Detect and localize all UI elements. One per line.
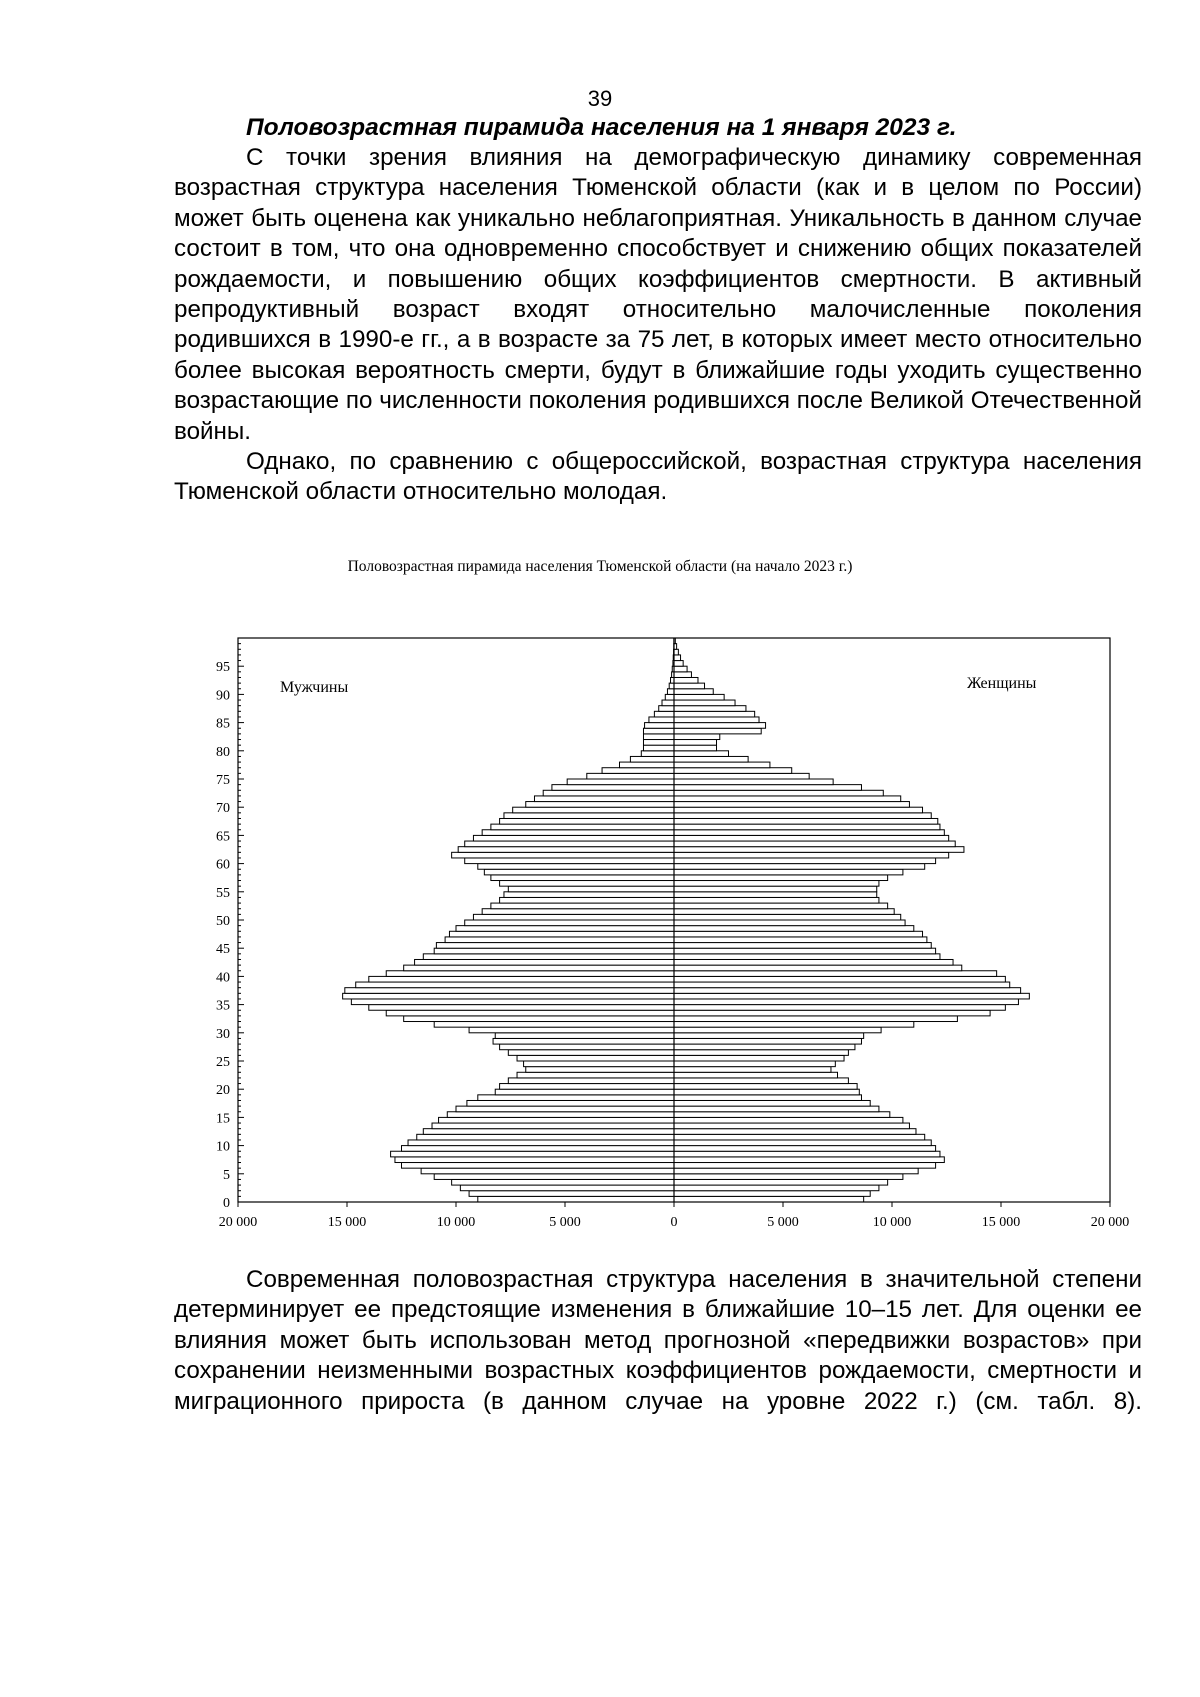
bar-women-age-3 bbox=[674, 1179, 888, 1185]
bar-men-age-11 bbox=[417, 1134, 674, 1140]
bar-men-age-52 bbox=[491, 903, 674, 909]
bar-women-age-53 bbox=[674, 897, 879, 903]
bar-women-age-87 bbox=[674, 706, 746, 712]
bar-men-age-24 bbox=[524, 1061, 674, 1067]
body-text-bottom bbox=[174, 1265, 1142, 1417]
bar-women-age-49 bbox=[674, 920, 905, 926]
y-tick-label: 95 bbox=[216, 660, 230, 676]
y-tick-label: 70 bbox=[216, 801, 230, 817]
bar-women-age-64 bbox=[674, 835, 949, 841]
bar-men-age-56 bbox=[500, 881, 674, 887]
bar-women-age-77 bbox=[674, 762, 770, 768]
bar-women-age-18 bbox=[674, 1095, 861, 1101]
bar-women-age-88 bbox=[674, 700, 735, 706]
bar-men-age-81 bbox=[643, 740, 674, 746]
bar-women-age-66 bbox=[674, 824, 940, 830]
bar-women-age-89 bbox=[674, 694, 724, 700]
bar-men-age-37 bbox=[345, 988, 674, 994]
bar-men-age-50 bbox=[473, 914, 674, 920]
bar-women-age-90 bbox=[674, 689, 713, 695]
legend-men: Мужчины bbox=[280, 679, 349, 696]
bar-men-age-10 bbox=[408, 1140, 674, 1146]
bar-women-age-56 bbox=[674, 881, 879, 887]
bar-women-age-32 bbox=[674, 1016, 957, 1022]
y-tick-label: 45 bbox=[216, 942, 230, 958]
bar-men-age-64 bbox=[473, 835, 674, 841]
bar-women-age-83 bbox=[674, 728, 761, 734]
bar-women-age-60 bbox=[674, 858, 936, 864]
bar-women-age-79 bbox=[674, 751, 729, 757]
x-tick-label: 5 000 bbox=[549, 1215, 581, 1230]
bar-women-age-58 bbox=[674, 869, 903, 875]
x-tick-label: 15 000 bbox=[981, 1215, 1021, 1230]
bar-men-age-31 bbox=[434, 1022, 674, 1028]
paragraph-2: Однако, по сравнению с общероссийской, возрастная структура населения Тюменской области относительно молодая. bbox=[174, 448, 1142, 506]
bar-women-age-4 bbox=[674, 1174, 903, 1180]
bar-men-age-78 bbox=[630, 756, 674, 762]
bar-men-age-54 bbox=[504, 892, 674, 898]
bar-men-age-72 bbox=[543, 790, 674, 796]
bar-men-age-14 bbox=[439, 1117, 674, 1123]
bar-women-age-20 bbox=[674, 1084, 857, 1090]
bar-men-age-87 bbox=[659, 706, 674, 712]
bar-men-age-84 bbox=[645, 723, 674, 729]
bar-men-age-88 bbox=[662, 700, 674, 706]
bars-group bbox=[343, 638, 1030, 1202]
paragraph-1: С точки зрения влияния на демографическую динамику современная возрастная структура населения Тюменской области (как и в целом по России) может быть оценена как уникально неблагоприятная. Уникальность в данном случае состоит в том, что она одновременно способствует и снижению общих показателей рождаемости, и повышению общих коэффициентов смертности. В активный репродуктивный возраст входят относительно малочисленные поколения родившихся в 1990-е гг., а в возрасте за 75 лет, в которых имеет место относительно более высокая вероятность смерти, будут в ближайшие годы уходить существенно возрастающие по численности поколения родившихся после Великой Отечественной войны. bbox=[174, 144, 1142, 445]
bar-men-age-35 bbox=[351, 999, 674, 1005]
bar-men-age-85 bbox=[649, 717, 674, 723]
bar-women-age-15 bbox=[674, 1112, 890, 1118]
paragraph-3: Современная половозрастная структура населения в значительной степени детерминирует ее предстоящие изменения в ближайшие 10–15 лет. Для оценки ее влияния может быть использован метод прогнозной «передвижки возрастов» при сохранении неизменными возрастных коэффициентов рождаемости, смертности и миграционного прироста (в данном случае на уровне 2022 г.) (см. табл. 8). bbox=[174, 1266, 1142, 1415]
section-heading: Половозрастная пирамида населения на 1 января 2023 г. bbox=[246, 114, 957, 141]
bar-women-age-76 bbox=[674, 768, 792, 774]
bar-men-age-69 bbox=[513, 807, 674, 813]
bar-men-age-19 bbox=[495, 1089, 674, 1095]
bar-women-age-24 bbox=[674, 1061, 835, 1067]
bar-women-age-21 bbox=[674, 1078, 848, 1084]
bar-women-age-96 bbox=[674, 655, 681, 661]
bar-men-age-75 bbox=[587, 773, 674, 779]
bar-men-age-25 bbox=[517, 1055, 674, 1061]
bar-men-age-28 bbox=[493, 1038, 674, 1044]
x-tick-label: 10 000 bbox=[872, 1215, 912, 1230]
bar-women-age-23 bbox=[674, 1067, 831, 1073]
y-tick-label: 60 bbox=[216, 857, 230, 873]
bar-men-age-26 bbox=[508, 1050, 674, 1056]
bar-women-age-9 bbox=[674, 1146, 936, 1152]
bar-women-age-0 bbox=[674, 1196, 864, 1202]
bar-men-age-27 bbox=[500, 1044, 674, 1050]
bar-women-age-16 bbox=[674, 1106, 879, 1112]
bar-men-age-6 bbox=[402, 1163, 675, 1169]
y-tick-label: 15 bbox=[216, 1111, 230, 1127]
bar-men-age-68 bbox=[504, 813, 674, 819]
x-tick-label: 5 000 bbox=[767, 1215, 799, 1230]
bar-men-age-55 bbox=[508, 886, 674, 892]
bar-women-age-41 bbox=[674, 965, 962, 971]
x-tick-label: 20 000 bbox=[218, 1215, 258, 1230]
legend-women: Женщины bbox=[967, 675, 1037, 692]
bar-women-age-33 bbox=[674, 1010, 990, 1016]
y-tick-label: 20 bbox=[216, 1083, 230, 1099]
bar-men-age-44 bbox=[434, 948, 674, 954]
bar-men-age-18 bbox=[478, 1095, 674, 1101]
bar-men-age-67 bbox=[500, 818, 674, 824]
bar-women-age-74 bbox=[674, 779, 833, 785]
bar-women-age-92 bbox=[674, 677, 698, 683]
bar-men-age-12 bbox=[423, 1129, 674, 1135]
y-tick-label: 80 bbox=[216, 744, 230, 760]
bar-women-age-7 bbox=[674, 1157, 944, 1163]
bar-men-age-79 bbox=[641, 751, 674, 757]
bar-women-age-47 bbox=[674, 931, 923, 937]
bar-men-age-66 bbox=[491, 824, 674, 830]
y-tick-label: 90 bbox=[216, 688, 230, 704]
bar-men-age-45 bbox=[436, 943, 674, 949]
y-tick-label: 65 bbox=[216, 829, 230, 845]
bar-women-age-40 bbox=[674, 971, 997, 977]
bar-men-age-49 bbox=[465, 920, 674, 926]
bar-men-age-21 bbox=[508, 1078, 674, 1084]
bar-men-age-20 bbox=[500, 1084, 674, 1090]
bar-women-age-5 bbox=[674, 1168, 918, 1174]
bar-men-age-83 bbox=[643, 728, 674, 734]
bar-men-age-40 bbox=[386, 971, 674, 977]
bar-women-age-34 bbox=[674, 1005, 1005, 1011]
bar-women-age-62 bbox=[674, 847, 964, 853]
bar-men-age-46 bbox=[445, 937, 674, 943]
bar-men-age-23 bbox=[526, 1067, 674, 1073]
bar-men-age-41 bbox=[404, 965, 674, 971]
chart-title: Половозрастная пирамида населения Тюменской области (на начало 2023 г.) bbox=[347, 558, 853, 575]
bar-women-age-43 bbox=[674, 954, 940, 960]
bar-women-age-85 bbox=[674, 717, 759, 723]
bar-women-age-45 bbox=[674, 943, 931, 949]
bar-men-age-22 bbox=[517, 1072, 674, 1078]
y-tick-label: 40 bbox=[216, 970, 230, 986]
bar-women-age-48 bbox=[674, 926, 914, 932]
bar-women-age-65 bbox=[674, 830, 944, 836]
bar-men-age-33 bbox=[386, 1010, 674, 1016]
bar-women-age-59 bbox=[674, 864, 925, 870]
bar-men-age-91 bbox=[669, 683, 674, 689]
bar-women-age-91 bbox=[674, 683, 705, 689]
bar-women-age-14 bbox=[674, 1117, 903, 1123]
y-tick-label: 25 bbox=[216, 1055, 230, 1070]
bar-men-age-39 bbox=[369, 976, 674, 982]
bar-men-age-5 bbox=[421, 1168, 674, 1174]
bar-women-age-39 bbox=[674, 976, 1005, 982]
bar-women-age-93 bbox=[674, 672, 691, 678]
bar-women-age-71 bbox=[674, 796, 901, 802]
y-tick-label: 35 bbox=[216, 998, 230, 1014]
bar-women-age-28 bbox=[674, 1038, 861, 1044]
bar-men-age-15 bbox=[447, 1112, 674, 1118]
bar-women-age-25 bbox=[674, 1055, 844, 1061]
bar-men-age-9 bbox=[402, 1146, 675, 1152]
bar-men-age-77 bbox=[620, 762, 675, 768]
bar-women-age-2 bbox=[674, 1185, 879, 1191]
bar-women-age-86 bbox=[674, 711, 755, 717]
bar-women-age-31 bbox=[674, 1022, 914, 1028]
bar-men-age-42 bbox=[415, 959, 674, 965]
bar-men-age-89 bbox=[665, 694, 674, 700]
bar-women-age-73 bbox=[674, 785, 861, 791]
bar-men-age-7 bbox=[395, 1157, 674, 1163]
y-tick-label: 50 bbox=[216, 914, 230, 929]
bar-men-age-61 bbox=[452, 852, 674, 858]
bar-women-age-1 bbox=[674, 1191, 870, 1197]
bar-women-age-22 bbox=[674, 1072, 838, 1078]
y-tick-label: 10 bbox=[216, 1139, 230, 1155]
bar-men-age-30 bbox=[469, 1027, 674, 1033]
bar-women-age-35 bbox=[674, 999, 1018, 1005]
bar-women-age-51 bbox=[674, 909, 894, 915]
bar-men-age-0 bbox=[478, 1196, 674, 1202]
bar-men-age-73 bbox=[552, 785, 674, 791]
bar-women-age-13 bbox=[674, 1123, 909, 1129]
bar-women-age-81 bbox=[674, 740, 717, 746]
bar-women-age-82 bbox=[674, 734, 720, 740]
bar-men-age-70 bbox=[526, 802, 674, 808]
bar-women-age-61 bbox=[674, 852, 949, 858]
bar-women-age-46 bbox=[674, 937, 927, 943]
bar-women-age-75 bbox=[674, 773, 809, 779]
bar-women-age-19 bbox=[674, 1089, 859, 1095]
bar-women-age-8 bbox=[674, 1151, 940, 1157]
bar-men-age-36 bbox=[343, 993, 674, 999]
bar-men-age-4 bbox=[434, 1174, 674, 1180]
bar-women-age-30 bbox=[674, 1027, 881, 1033]
bar-men-age-48 bbox=[456, 926, 674, 932]
bar-women-age-72 bbox=[674, 790, 883, 796]
bar-women-age-95 bbox=[674, 661, 683, 667]
bar-women-age-37 bbox=[674, 988, 1021, 994]
bar-men-age-58 bbox=[484, 869, 674, 875]
bar-men-age-16 bbox=[456, 1106, 674, 1112]
bar-women-age-10 bbox=[674, 1140, 931, 1146]
bar-women-age-42 bbox=[674, 959, 953, 965]
bar-men-age-43 bbox=[423, 954, 674, 960]
bar-men-age-8 bbox=[391, 1151, 674, 1157]
bar-men-age-63 bbox=[465, 841, 674, 847]
bar-women-age-29 bbox=[674, 1033, 864, 1039]
bar-men-age-29 bbox=[495, 1033, 674, 1039]
bar-women-age-6 bbox=[674, 1163, 936, 1169]
bar-women-age-57 bbox=[674, 875, 888, 881]
bar-men-age-82 bbox=[643, 734, 674, 740]
bar-women-age-63 bbox=[674, 841, 955, 847]
x-tick-label: 0 bbox=[670, 1215, 678, 1230]
x-tick-label: 15 000 bbox=[327, 1215, 367, 1230]
bar-women-age-55 bbox=[674, 886, 877, 892]
bar-women-age-38 bbox=[674, 982, 1010, 988]
x-tick-label: 20 000 bbox=[1090, 1215, 1130, 1230]
bar-men-age-51 bbox=[482, 909, 674, 915]
y-tick-label: 0 bbox=[223, 1196, 230, 1211]
bar-women-age-67 bbox=[674, 818, 938, 824]
bar-women-age-70 bbox=[674, 802, 909, 808]
bar-men-age-3 bbox=[452, 1179, 674, 1185]
bar-men-age-32 bbox=[404, 1016, 674, 1022]
bar-men-age-62 bbox=[458, 847, 674, 853]
bar-men-age-71 bbox=[534, 796, 674, 802]
bar-men-age-86 bbox=[654, 711, 674, 717]
page-number: 39 bbox=[587, 86, 613, 111]
y-tick-label: 75 bbox=[216, 773, 230, 788]
bar-men-age-59 bbox=[478, 864, 674, 870]
bar-men-age-38 bbox=[356, 982, 674, 988]
bar-women-age-52 bbox=[674, 903, 888, 909]
bar-men-age-74 bbox=[567, 779, 674, 785]
bar-women-age-12 bbox=[674, 1129, 916, 1135]
x-tick-label: 10 000 bbox=[436, 1215, 476, 1230]
bar-women-age-17 bbox=[674, 1100, 870, 1106]
bar-men-age-17 bbox=[467, 1100, 674, 1106]
bar-women-age-26 bbox=[674, 1050, 848, 1056]
bar-men-age-76 bbox=[602, 768, 674, 774]
bar-men-age-65 bbox=[482, 830, 674, 836]
bar-men-age-53 bbox=[500, 897, 674, 903]
bar-women-age-50 bbox=[674, 914, 901, 920]
bar-women-age-80 bbox=[674, 745, 717, 751]
bar-women-age-44 bbox=[674, 948, 936, 954]
bar-women-age-27 bbox=[674, 1044, 855, 1050]
bar-women-age-94 bbox=[674, 666, 687, 672]
bar-women-age-78 bbox=[674, 756, 748, 762]
bar-men-age-60 bbox=[465, 858, 674, 864]
bar-women-age-11 bbox=[674, 1134, 925, 1140]
bar-men-age-47 bbox=[449, 931, 674, 937]
y-tick-label: 85 bbox=[216, 716, 230, 732]
bar-men-age-2 bbox=[460, 1185, 674, 1191]
y-tick-label: 55 bbox=[216, 885, 230, 901]
bar-men-age-1 bbox=[469, 1191, 674, 1197]
bar-men-age-80 bbox=[643, 745, 674, 751]
bar-men-age-90 bbox=[667, 689, 674, 695]
bar-men-age-34 bbox=[369, 1005, 674, 1011]
y-tick-label: 5 bbox=[223, 1167, 230, 1183]
bar-women-age-69 bbox=[674, 807, 923, 813]
bar-women-age-68 bbox=[674, 813, 931, 819]
bar-women-age-54 bbox=[674, 892, 877, 898]
bar-men-age-13 bbox=[432, 1123, 674, 1129]
y-tick-label: 30 bbox=[216, 1026, 230, 1042]
bar-men-age-57 bbox=[491, 875, 674, 881]
bar-women-age-36 bbox=[674, 993, 1029, 999]
bar-women-age-97 bbox=[674, 649, 678, 655]
bar-women-age-84 bbox=[674, 723, 766, 729]
